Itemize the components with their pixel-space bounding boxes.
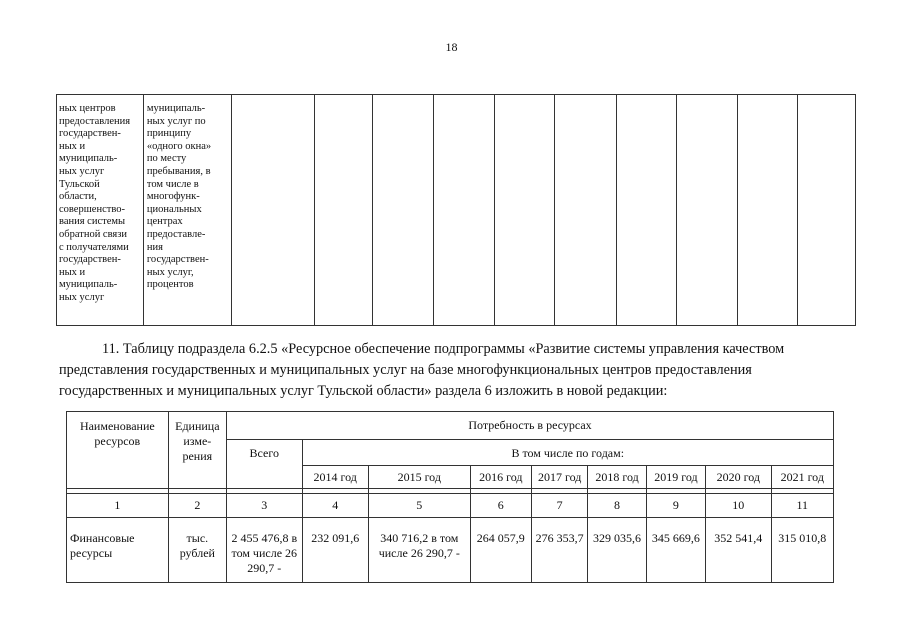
header-year: 2021 год xyxy=(771,466,833,489)
page-number: 18 xyxy=(445,40,458,54)
row-value-2015: 340 716,2 в том числе 26 290,7 - xyxy=(368,518,470,583)
column-number-row xyxy=(67,494,834,518)
column-number: 10 xyxy=(706,494,771,518)
table-cell-empty xyxy=(555,95,617,326)
paragraph-line: представления государственных и муниципальных услуг на базе многофункциональных центров предоставления xyxy=(59,362,752,378)
row-value-2020: 352 541,4 xyxy=(706,518,771,583)
table-cell-empty xyxy=(494,95,555,326)
resources-table xyxy=(66,411,834,583)
row-value-2018: 329 035,6 xyxy=(588,518,646,583)
header-year: 2019 год xyxy=(646,466,705,489)
table-cell-empty xyxy=(372,95,434,326)
header-by-years: В том числе по годам: xyxy=(302,440,833,466)
table-cell-empty xyxy=(616,95,677,326)
table-cell-empty xyxy=(315,95,373,326)
column-number: 2 xyxy=(168,494,226,518)
table-cell-indicator-description xyxy=(143,95,231,326)
table-cell-empty xyxy=(677,95,738,326)
header-year: 2015 год xyxy=(368,466,470,489)
row-value-2017: 276 353,7 xyxy=(531,518,587,583)
table-cell-empty xyxy=(434,95,495,326)
table-cell-indicator-name xyxy=(57,95,144,326)
column-number: 11 xyxy=(771,494,833,518)
header-year: 2016 год xyxy=(470,466,531,489)
header-year: 2020 год xyxy=(706,466,771,489)
row-value-2014: 232 091,6 xyxy=(302,518,368,583)
table-cell-empty xyxy=(737,95,798,326)
column-number: 9 xyxy=(646,494,705,518)
row-total: 2 455 476,8 в том числе 26 290,7 - xyxy=(227,518,302,583)
header-year: 2014 год xyxy=(302,466,368,489)
header-resource-need: Потребность в ресурсах xyxy=(227,412,834,440)
column-number: 1 xyxy=(67,494,169,518)
table-cell-empty xyxy=(798,95,856,326)
indicator-description-text: муниципаль- ных услуг по принципу «одного окна» по месту пребывания, в том числе в многофунк- циональных центрах предоставле- ния государствен- ных услуг, процентов xyxy=(146,103,212,291)
table-row xyxy=(67,518,834,583)
column-number: 7 xyxy=(531,494,587,518)
paragraph-line: 11. Таблицу подраздела 6.2.5 «Ресурсное обеспечение подпрограммы «Развитие системы управления качеством xyxy=(102,341,785,357)
column-number: 8 xyxy=(588,494,646,518)
continuation-table xyxy=(56,94,856,326)
table-cell-empty xyxy=(231,95,314,326)
header-year: 2017 год xyxy=(531,466,587,489)
amendment-paragraph xyxy=(59,339,837,402)
row-unit: тыс. рублей xyxy=(168,518,226,583)
header-unit: Единица изме-рения xyxy=(168,412,226,489)
paragraph-line: государственных и муниципальных услуг Тульской области» раздела 6 изложить в новой редакции: xyxy=(59,383,668,399)
header-total: Всего xyxy=(227,440,302,489)
row-value-2019: 345 669,6 xyxy=(646,518,705,583)
column-number: 6 xyxy=(470,494,531,518)
indicator-name-text: ных центров предоставления государствен- ных и муниципаль- ных услуг Тульской области, совершенство- вания системы обратной связи с получателями государствен- ных и муниципаль- ных услуг xyxy=(59,103,131,303)
column-number: 4 xyxy=(302,494,368,518)
row-resource-name: Финансовые ресурсы xyxy=(67,518,169,583)
header-resource-name: Наименование ресурсов xyxy=(67,412,169,489)
column-number: 3 xyxy=(227,494,302,518)
column-number: 5 xyxy=(368,494,470,518)
header-year: 2018 год xyxy=(588,466,646,489)
row-value-2016: 264 057,9 xyxy=(470,518,531,583)
row-value-2021: 315 010,8 xyxy=(771,518,833,583)
